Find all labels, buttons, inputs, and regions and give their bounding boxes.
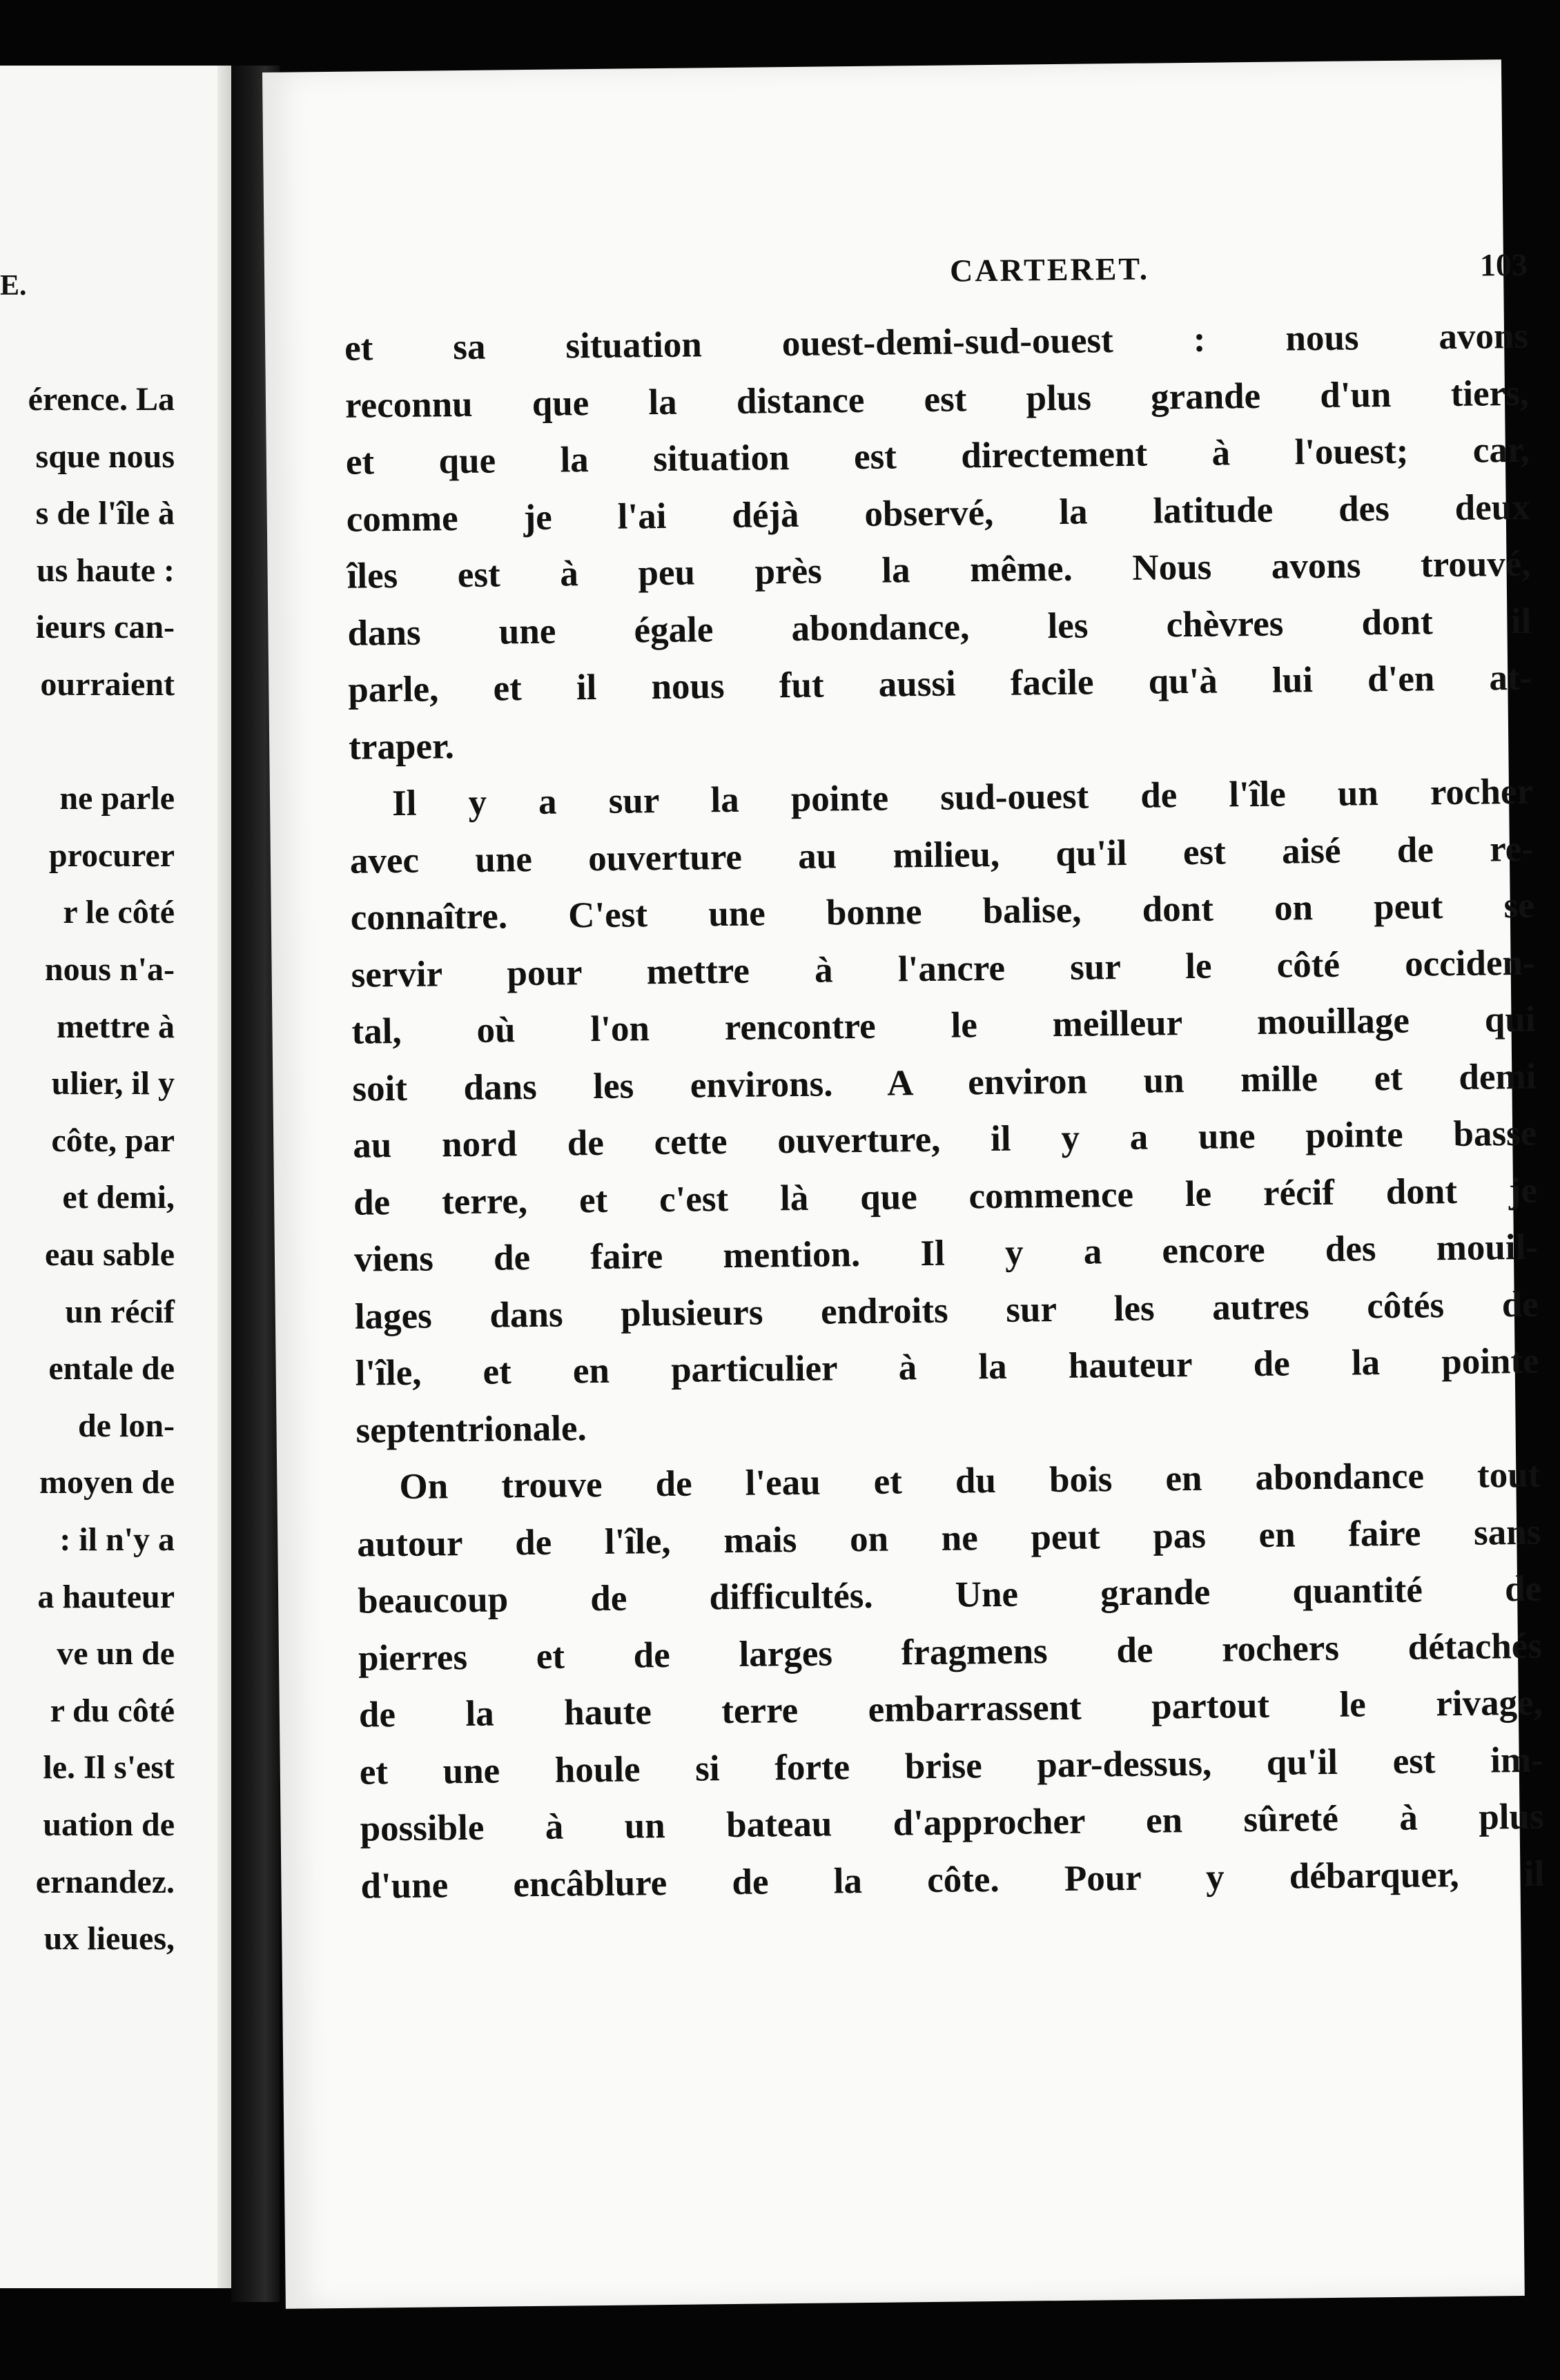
running-title: CARTERET. xyxy=(949,251,1150,289)
right-page xyxy=(262,59,1545,2309)
left-page-line: côte, par xyxy=(51,1122,175,1159)
left-page-line: eau sable xyxy=(44,1236,175,1273)
left-page-line: ulier, il y xyxy=(51,1065,175,1102)
left-page-line: r du côté xyxy=(50,1692,175,1729)
text-line: pierres et de larges fragmens de rochers détachés xyxy=(358,1626,1543,1679)
left-page-line: ve un de xyxy=(57,1635,175,1672)
page-number: 103 xyxy=(1479,246,1528,283)
left-page-line: uation de xyxy=(43,1806,175,1843)
text-line: avec une ouverture au milieu, qu'il est aisé de re- xyxy=(349,828,1534,881)
text-line: Il y a sur la pointe sud-ouest de l'île un rocher xyxy=(391,771,1534,824)
text-line: servir pour mettre à l'ancre sur le côté occiden- xyxy=(351,942,1535,995)
text-line: connaître. C'est une bonne balise, dont on peut se xyxy=(350,885,1535,938)
left-page-gutter xyxy=(217,66,231,2288)
text-line: possible à un bateau d'approcher en sûreté à plus xyxy=(360,1796,1544,1849)
left-page-line: ieurs can- xyxy=(35,609,175,646)
text-line: îles est à peu près la même. Nous avons trouvé, xyxy=(347,543,1531,596)
left-page-line: nous n'a- xyxy=(44,951,175,988)
text-line: autour de l'île, mais on ne peut pas en faire sans xyxy=(357,1512,1541,1565)
text-line: de la haute terre embarrassent partout le rivage, xyxy=(358,1682,1543,1735)
left-page xyxy=(0,66,231,2288)
text-line: beaucoup de difficultés. Une grande quantité de xyxy=(357,1568,1542,1621)
text-line: et sa situation ouest-demi-sud-ouest : nous avons xyxy=(344,315,1529,369)
left-page-header: E. xyxy=(0,270,27,302)
running-header xyxy=(344,246,1528,303)
left-page-line: ourraient xyxy=(40,666,175,703)
text-line: l'île, et en particulier à la hauteur de la pointe xyxy=(355,1340,1539,1394)
left-page-line: un récif xyxy=(65,1293,175,1330)
text-line: lages dans plusieurs endroits sur les autres côtés de xyxy=(354,1284,1539,1337)
text-line: d'une encâblure de la côte. Pour y débarquer, il xyxy=(360,1853,1545,1906)
left-page-line: : il n'y a xyxy=(59,1521,175,1558)
left-page-line: et demi, xyxy=(62,1179,175,1216)
left-page-line: mettre à xyxy=(57,1008,175,1045)
text-line: reconnu que la distance est plus grande d'un tiers, xyxy=(344,373,1530,426)
text-line: parle, et il nous fut aussi facile qu'à lui d'en at- xyxy=(348,657,1532,710)
text-line: de terre, et c'est là que commence le récif dont je xyxy=(353,1170,1538,1223)
left-page-line: ux lieues, xyxy=(43,1920,175,1958)
left-page-line: sque nous xyxy=(35,438,175,475)
text-line: soit dans les environs. A environ un mille et demi xyxy=(352,1056,1537,1109)
left-page-line: ernandez. xyxy=(35,1863,175,1900)
body-text xyxy=(344,308,1545,1915)
text-line: et que la situation est directement à l'ouest; car, xyxy=(345,429,1530,482)
left-page-line: moyen de xyxy=(39,1464,175,1501)
left-page-line: s de l'île à xyxy=(35,495,175,532)
left-page-line: r le côté xyxy=(63,894,175,931)
text-line: comme je l'ai déjà observé, la latitude des deux xyxy=(346,487,1530,540)
left-page-line: érence. La xyxy=(28,381,175,418)
left-page-line: de lon- xyxy=(77,1407,175,1444)
left-page-line: le. Il s'est xyxy=(43,1749,175,1786)
text-line: et une houle si forte brise par-dessus, qu'il est im- xyxy=(359,1739,1544,1793)
left-page-line: a hauteur xyxy=(37,1578,175,1615)
text-line: On trouve de l'eau et du bois en abondance tout xyxy=(399,1454,1541,1508)
left-page-line: us haute : xyxy=(36,552,175,589)
text-line: viens de faire mention. Il y a encore des mouil- xyxy=(353,1227,1539,1280)
left-page-line: entale de xyxy=(48,1350,175,1387)
text-line: traper. xyxy=(348,725,455,768)
text-line: dans une égale abondance, les chèvres dont il xyxy=(347,601,1532,654)
left-page-line: ne parle xyxy=(59,780,175,817)
text-line: tal, où l'on rencontre le meilleur mouillage qui xyxy=(351,999,1536,1052)
text-line: au nord de cette ouverture, il y a une pointe basse xyxy=(352,1113,1537,1166)
text-line: septentrionale. xyxy=(355,1407,587,1451)
left-page-line: procurer xyxy=(48,837,175,874)
